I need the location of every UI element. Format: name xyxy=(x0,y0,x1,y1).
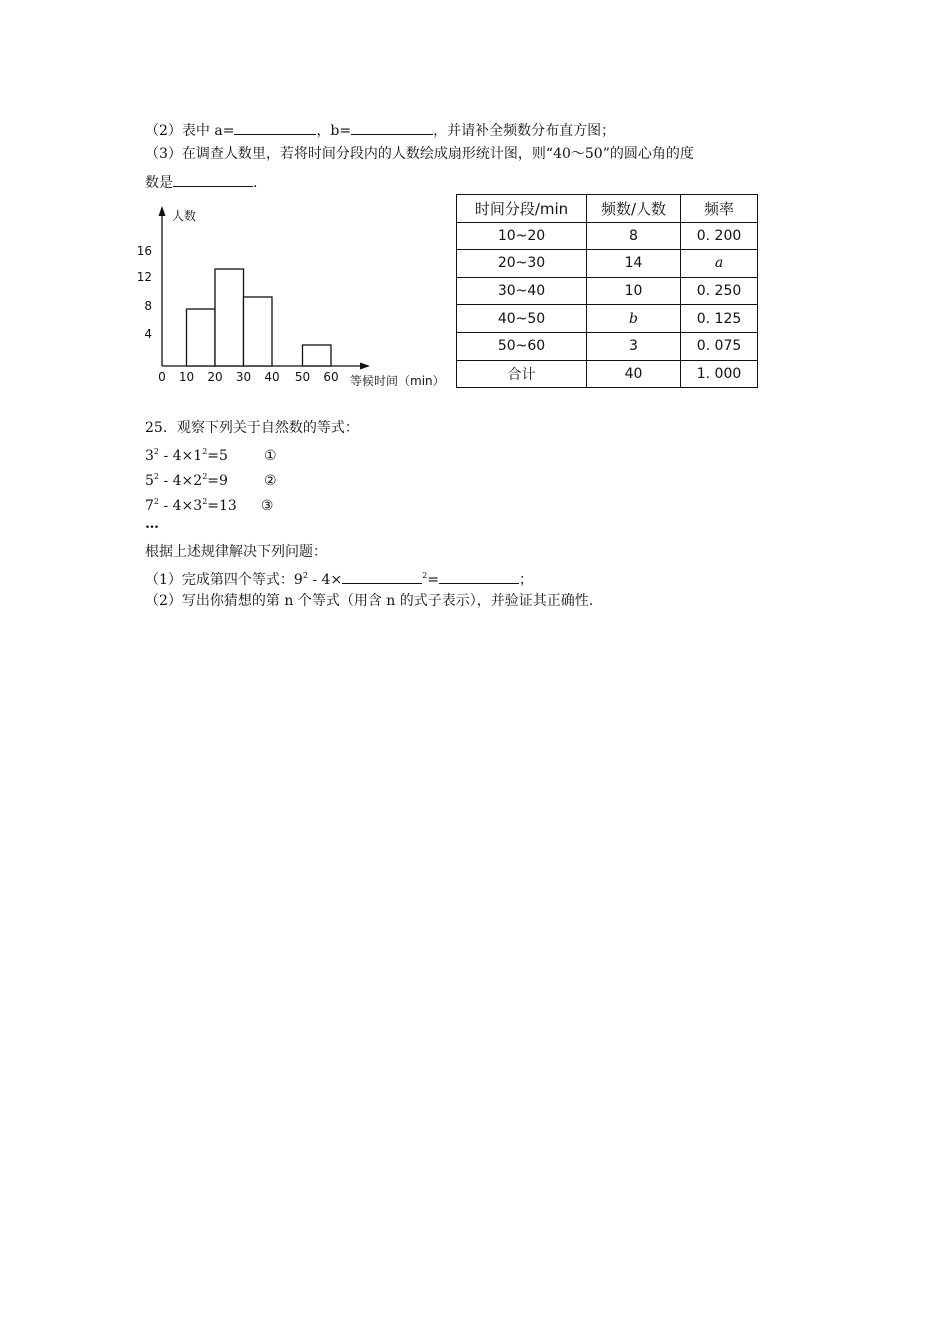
part1-end: ； xyxy=(519,572,534,588)
cell-freq-total: 1. 000 xyxy=(681,360,758,388)
cell-count: 3 xyxy=(587,332,681,360)
table-header-row xyxy=(457,195,758,223)
part1-eq: = xyxy=(427,572,440,588)
x-tick-label: 30 xyxy=(235,370,252,384)
cell-count: 14 xyxy=(587,250,681,278)
y-tick-label: 16 xyxy=(136,244,152,258)
cell-time: 30~40 xyxy=(457,277,587,305)
answer-blank-angle[interactable] xyxy=(173,170,253,187)
eq3-base: 7 xyxy=(145,498,154,514)
q24-part3-suffix: . xyxy=(253,175,258,191)
cell-time: 10~20 xyxy=(457,222,587,250)
q25-eq2 xyxy=(145,467,277,491)
eq3-mid: - 4×3 xyxy=(159,498,203,514)
q24-part2-prefix: （2）表中 a= xyxy=(145,123,235,139)
table-row xyxy=(457,250,758,278)
q25-part1 xyxy=(145,566,533,590)
q24-part3-line1: （3）在调查人数里，若将时间分段内的人数绘成扇形统计图，则“40～50”的圆心角的度 xyxy=(145,146,694,162)
eq2-end: =9 xyxy=(207,473,228,489)
eq1-mark: ① xyxy=(263,448,277,464)
y-axis-arrow xyxy=(159,206,166,216)
table-row xyxy=(457,332,758,360)
eq1-end: =5 xyxy=(207,448,228,464)
q25-part2: （2）写出你猜想的第 n 个等式（用含 n 的式子表示），并验证其正确性. xyxy=(145,593,594,609)
eq3-exp1: 2 xyxy=(153,497,160,506)
cell-time: 40~50 xyxy=(457,305,587,333)
cell-freq: 0. 250 xyxy=(681,277,758,305)
answer-blank-base[interactable] xyxy=(342,567,422,584)
cell-time-total: 合计 xyxy=(457,360,587,388)
eq1-mid: - 4×1 xyxy=(159,448,203,464)
y-tick-label: 4 xyxy=(144,327,152,341)
histogram-chart xyxy=(136,200,458,392)
eq1-exp1: 2 xyxy=(153,447,160,456)
eq1-exp2: 2 xyxy=(202,447,208,456)
y-tick-label: 8 xyxy=(144,299,152,313)
x-tick-label: 0 xyxy=(158,370,166,384)
y-axis-label: 人数 xyxy=(172,209,197,223)
q25-intro: 25．观察下列关于自然数的等式： xyxy=(145,420,359,436)
eq3-mark: ③ xyxy=(260,498,274,514)
x-axis-arrow xyxy=(360,363,370,370)
cell-freq: 0. 125 xyxy=(681,305,758,333)
table-row xyxy=(457,360,758,388)
header-count: 频数/人数 xyxy=(587,195,681,223)
x-tick-label: 40 xyxy=(264,370,280,384)
x-tick-label: 10 xyxy=(178,370,195,384)
y-tick-label: 12 xyxy=(136,270,152,284)
answer-blank-b[interactable] xyxy=(351,118,433,135)
cell-count: 10 xyxy=(587,277,681,305)
eq3-exp2: 2 xyxy=(202,497,208,506)
q25-eq3 xyxy=(145,492,273,516)
cell-count-b: b xyxy=(587,305,681,333)
x-axis-label: 等候时间（min） xyxy=(350,374,445,388)
q24-part3-prefix: 数是 xyxy=(145,175,173,191)
part1-exp2: 2 xyxy=(422,571,428,580)
x-tick-label: 60 xyxy=(323,370,339,384)
q25-eq1 xyxy=(145,442,277,466)
x-tick-label: 20 xyxy=(207,370,223,384)
q24-part3-line2 xyxy=(145,170,257,193)
chart-bars xyxy=(187,269,332,366)
histogram-bar xyxy=(244,297,273,366)
q25-ellipsis: … xyxy=(145,516,159,532)
table-row xyxy=(457,305,758,333)
histogram-bar xyxy=(215,269,244,366)
chart-labels xyxy=(137,208,445,388)
histogram-bar xyxy=(303,345,332,366)
q24-part2 xyxy=(145,118,615,141)
table-row xyxy=(457,277,758,305)
eq3-end: =13 xyxy=(207,498,237,514)
part1-prefix: （1）完成第四个等式：9 xyxy=(145,572,303,588)
q24-part2-suffix: ，并请补全频数分布直方图； xyxy=(433,123,616,139)
eq2-exp2: 2 xyxy=(202,472,208,481)
frequency-table xyxy=(456,194,758,388)
part1-mid: - 4× xyxy=(307,572,343,588)
q24-part2-mid: ，b= xyxy=(316,123,352,139)
part1-exp1: 2 xyxy=(302,571,308,580)
eq2-mid: - 4×2 xyxy=(159,473,203,489)
cell-count: 8 xyxy=(587,222,681,250)
answer-blank-a[interactable] xyxy=(234,118,316,135)
header-time: 时间分段/min xyxy=(457,195,587,223)
cell-time: 50~60 xyxy=(457,332,587,360)
cell-freq-a: a xyxy=(681,250,758,278)
answer-blank-result[interactable] xyxy=(439,567,519,584)
table-row xyxy=(457,222,758,250)
q25-lead: 根据上述规律解决下列问题： xyxy=(145,544,327,560)
eq2-mark: ② xyxy=(263,473,277,489)
cell-count-total: 40 xyxy=(587,360,681,388)
eq1-base: 3 xyxy=(145,448,154,464)
cell-freq: 0. 075 xyxy=(681,332,758,360)
eq2-exp1: 2 xyxy=(153,472,160,481)
cell-time: 20~30 xyxy=(457,250,587,278)
x-tick-label: 50 xyxy=(294,370,311,384)
cell-freq: 0. 200 xyxy=(681,222,758,250)
header-freq: 频率 xyxy=(681,195,758,223)
eq2-base: 5 xyxy=(145,473,154,489)
histogram-bar xyxy=(187,309,216,366)
